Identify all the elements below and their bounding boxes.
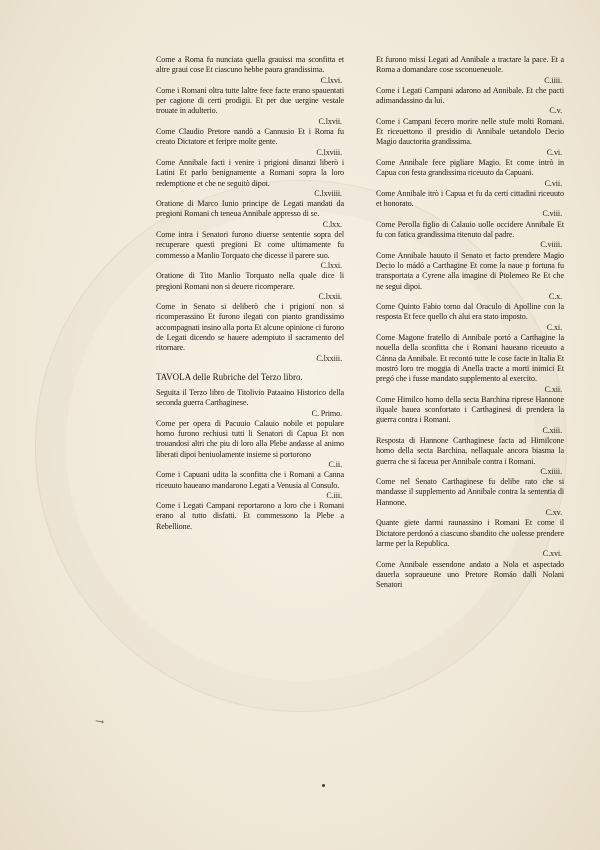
left-after-entries xyxy=(156,388,344,532)
chapter-number: C.vii. xyxy=(544,178,562,188)
chapter-number: C.xv. xyxy=(545,508,562,518)
rubric-text: Come i Legati Campani adarono ad Annibale. Et che pacti adimandassino da lui. xyxy=(376,85,564,106)
rubric-entry xyxy=(156,419,344,470)
chapter-number: C.lxvi. xyxy=(320,75,342,85)
rubric-text: Come i Capuani udita la sconfitta che i Romani a Canna riceuuto haueano mandarono Legati a Venusia al Consulo. xyxy=(156,470,344,490)
right-entries xyxy=(376,55,564,590)
left-column xyxy=(156,55,344,532)
rubric-entry xyxy=(156,199,344,230)
rubric-text: Come Annibale facti i venire i prigioni dinanzi liberò i Latini Et parlo benignamente a Romani sopra la loro redemptione et che ne seguitò dipoi. xyxy=(156,157,344,188)
margin-mark: ↘ xyxy=(92,714,108,730)
rubric-text: Come Quinto Fabio torno dal Oraculo di Apolline con la resposta Et fece quello ch alui era stato imposto. xyxy=(376,302,564,322)
rubric-text: Come Himilco homo della secta Barchina riprese Hannone ilquale hauea sconfortato i Carthaginesi di prendera la guerra contra i Romani. xyxy=(376,394,564,425)
chapter-number: C. Primo. xyxy=(311,408,342,418)
rubric-entry xyxy=(156,230,344,271)
rubric-text: Come per opera di Pacuuio Calauio nobile et populare homo furono rechiusi tutti li Senatori di Capua Et non trouandosi altri che piu di loro alla Plebe andasse al animo liberati dipoi beniuolamente insieme si portorono xyxy=(156,418,344,459)
chapter-number: C.iiii. xyxy=(544,75,562,85)
rubric-text: Come i Romani oltra tutte laltre fece facte erano spauentati per cagione di certi prodigii. Et per due uergine vestale trouate in adulterio. xyxy=(156,85,344,116)
rubric-text: Come nel Senato Carthaginese fu delibe rato che si mandasse il supplemento ad Annibale contra la sententia di Hannone. xyxy=(376,477,564,507)
rubric-text: Oratione di Marco Iunio principe de Legati mandati da pregioni Romani ch teneua Annibale appresso di se. xyxy=(156,199,344,219)
rubric-text: Quante giete darmi raunassino i Romani Et come il Dictatore perdonó a ciascuno sbandito che uolesse prendere larme per la Republica. xyxy=(376,518,564,548)
rubric-entry xyxy=(376,117,564,158)
rubric-entry xyxy=(376,477,564,518)
rubric-entry xyxy=(156,271,344,302)
chapter-number: C.lxxiii. xyxy=(316,353,342,363)
rubric-entry xyxy=(156,55,344,86)
rubric-entry xyxy=(156,470,344,501)
rubric-entry xyxy=(376,189,564,220)
rubric-entry xyxy=(156,302,344,364)
chapter-number: C.xiii. xyxy=(542,425,562,435)
rubric-text: Come Annibale hauuto il Senato et facto prendere Magio Decio lo mádó a Carthagine Et come la naue p fortuna fu transportata a Cyrene alla imagine di Ptolemeo Re Et che ne segui dipoi. xyxy=(376,250,564,291)
rubric-text: Seguita il Terzo libro de Titolivio Pataaino Historico della seconda guerra Carthaginese. xyxy=(156,387,344,408)
chapter-number: C.lxx. xyxy=(322,219,342,229)
chapter-number: C.lxviiii. xyxy=(314,188,342,198)
chapter-number: C.vi. xyxy=(546,147,562,157)
chapter-number: C.iii. xyxy=(326,490,342,500)
chapter-number: C.xii. xyxy=(544,384,562,394)
chapter-number: C.v. xyxy=(549,106,562,116)
chapter-number: C.x. xyxy=(548,291,562,301)
rubric-text: Come Claudio Pretore nandò a Cannusio Et i Roma fu creato Dictatore et feripre molte gente. xyxy=(156,127,344,147)
rubric-text: Come Magone fratello di Annibale portó a Carthagine la nouella della sconfitta che i Romani haueano riceuuto a Cánna da Annibale. Et recontó tutte le cose facte in Italia Et mostró loro tre moggia di Anella tracte a morti inimici Et pregó che i fusse mandato supplemento al exercito. xyxy=(376,333,564,384)
chapter-number: C.viiii. xyxy=(540,240,562,250)
chapter-number: C.ii. xyxy=(328,459,342,469)
rubric-text: Come i Legati Campani reportarono a loro che i Romani erano al tutto disfatti. Et commessono la Plebe a Rebellione. xyxy=(156,501,344,531)
rubric-entry xyxy=(156,86,344,127)
rubric-entry xyxy=(376,302,564,333)
rubric-entry xyxy=(376,86,564,117)
rubric-text: Come Annibale essendone andato a Nola et aspectado dauerla sopraueune uno Pretore Romáo dalli Nolani Senatori xyxy=(376,559,564,590)
rubric-entry xyxy=(156,158,344,199)
rubric-entry xyxy=(376,55,564,86)
rubric-entry xyxy=(376,158,564,189)
rubric-entry xyxy=(376,436,564,477)
chapter-number: C.xi. xyxy=(546,322,562,332)
rubric-text: Et furono missi Legati ad Annibale a tractare la pace. Et a Roma a domandare cose ssconueneuole. xyxy=(376,55,564,75)
left-entries xyxy=(156,55,344,364)
rubric-text: Come a Roma fu nunciata quella grauissi ma sconfitta et altre graui cose Et ciascuno hebbe paura grandissima. xyxy=(156,55,344,75)
chapter-number: C.lxxii. xyxy=(318,291,342,301)
chapter-number: C.lxviii. xyxy=(316,147,342,157)
rubric-entry xyxy=(376,518,564,559)
rubric-text: Come i Campani fecero morire nelle stufe molti Romani. Et riceuettono il presidio di Annibale uetandolo Decio Magio dauctorita grandissima. xyxy=(376,116,564,147)
rubric-entry xyxy=(376,220,564,251)
chapter-number: C.lxxi. xyxy=(320,260,342,270)
rubric-entry xyxy=(156,501,344,532)
ink-dot xyxy=(322,784,325,787)
rubric-entry xyxy=(376,333,564,395)
rubric-entry xyxy=(156,388,344,419)
chapter-number: C.xiiii. xyxy=(540,466,562,476)
section-title: TAVOLA delle Rubriche del Terzo libro. xyxy=(156,371,303,382)
rubric-text: Come in Senato si deliberò che i prigioni non si ricomperassino Et furono ilegati con pianto grandissimo accompagnati insino alla porta Et alcune opinione ci furono de Legati dicendo se hauere adempiuto il sacramento del ritornare. xyxy=(156,302,344,353)
chapter-number: C.lxvii. xyxy=(318,116,342,126)
rubric-entry xyxy=(376,560,564,591)
rubric-text: Come Annibale itrò i Capua et fu da certi cittadini riceuuto et honorato. xyxy=(376,188,564,209)
rubric-entry xyxy=(376,251,564,302)
rubric-entry xyxy=(156,127,344,158)
rubric-text: Resposta di Hannone Carthaginese facta ad Himilcone homo della secta Barchina, nellaquale ancora biasma la guerra che si faceua per Annibale contra i Romani. xyxy=(376,435,564,466)
rubric-text: Come Annibale fece pigliare Magio. Et come intrò in Capua con festa grandissima riceuuto da Capuani. xyxy=(376,157,564,178)
chapter-number: C.viii. xyxy=(542,209,562,219)
rubric-text: Oratione di Tito Manlio Torquato nella quale dice li pregioni Romani non si deuere ricomperare. xyxy=(156,271,344,291)
rubric-entry xyxy=(376,395,564,436)
chapter-number: C.xvi. xyxy=(542,549,562,559)
rubric-text: Come Perolla figlio di Calauio uolle occidere Annibale Et fu con fatica grandissima ritenuto dal padre. xyxy=(376,219,564,240)
rubric-text: Come intra i Senatori furono diuerse sententie sopra del recuperare questi pregioni Et come ultimamente fu commesso a Manlio Torquato che dicesse il parere suo. xyxy=(156,230,344,260)
right-column xyxy=(376,55,564,590)
